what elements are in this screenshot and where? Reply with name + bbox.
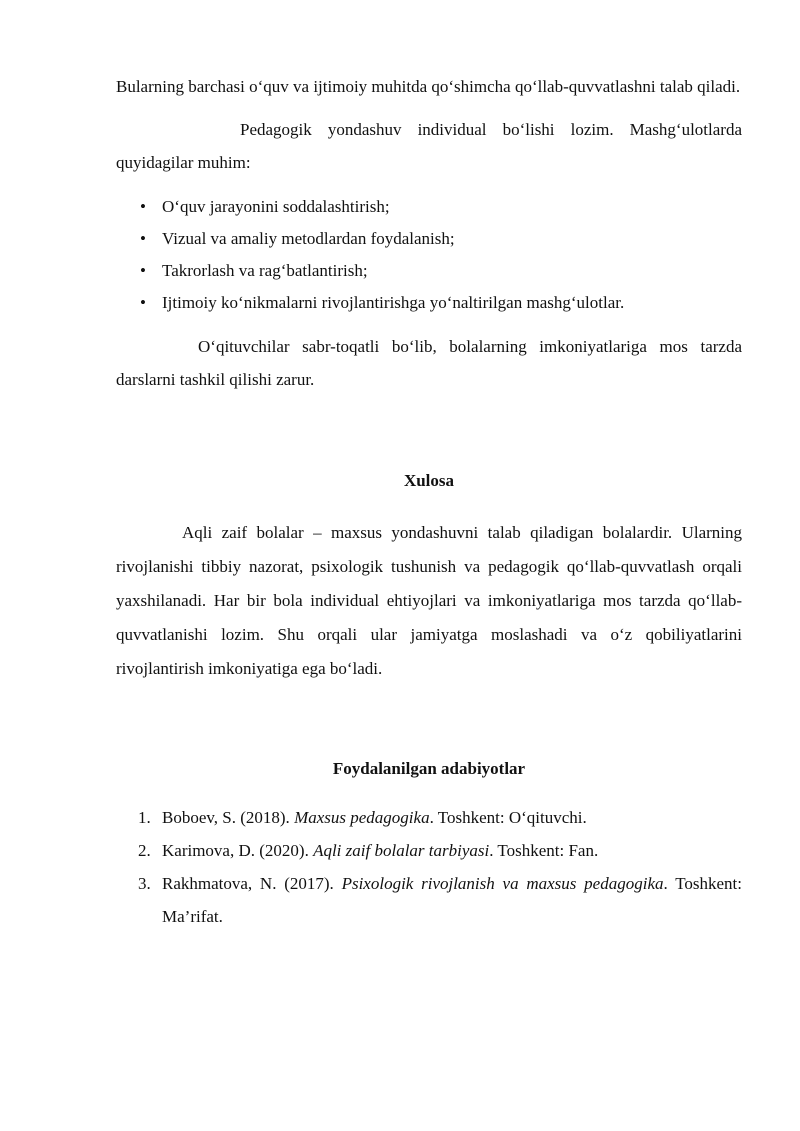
document-page <box>116 70 742 933</box>
bullet-icon: • <box>140 197 146 216</box>
list-item <box>116 287 742 319</box>
bullet-icon: • <box>140 261 146 280</box>
paragraph-support-needs: Bularning barchasi o‘quv va ijtimoiy muhitda qo‘shimcha qo‘llab-quvvatlashni talab qiladi. <box>116 77 741 96</box>
bullet-icon: • <box>140 229 146 248</box>
list-item <box>116 191 742 223</box>
paragraph-pedagogical-approach: Pedagogik yondashuv individual bo‘lishi lozim. Mashg‘ulotlarda quyidagilar muhim: <box>116 120 742 172</box>
list-item-text: Vizual va amaliy metodlardan foydalanish; <box>162 229 455 248</box>
bullet-list <box>116 191 742 319</box>
list-item-text: O‘quv jarayonini soddalashtirish; <box>162 197 390 216</box>
conclusion-heading: Xulosa <box>403 471 455 490</box>
reference-title: Psixologik rivojlanish va maxsus pedagogika <box>341 874 664 893</box>
paragraph-teachers: O‘qituvchilar sabr-toqatli bo‘lib, bolalarning imkoniyatlariga mos tarzda darslarni tashkil qilishi zarur. <box>116 337 742 389</box>
reference-number: 3. <box>138 874 151 893</box>
conclusion-text: Aqli zaif bolalar – maxsus yondashuvni talab qiladigan bolalardir. Ularning rivojlanishi tibbiy nazorat, psixologik tushunish va pedagogik qo‘llab-quvvatlash orqali yaxshilanadi. Har bir bola individual ehtiyojlari va imkoniyatlariga mos tarzda qo‘llab-quvvatlanishi lozim. Shu orqali ular jamiyatga moslashadi va o‘z qobiliyatlarini rivojlantirish imkoniyatiga ega bo‘ladi. <box>116 523 742 678</box>
list-item <box>116 255 742 287</box>
references-heading: Foydalanilgan adabiyotlar <box>332 759 526 778</box>
reference-item <box>116 834 742 867</box>
reference-number: 1. <box>138 808 151 827</box>
references-list <box>116 801 742 933</box>
reference-item <box>116 801 742 834</box>
reference-title: Maxsus pedagogika <box>294 808 430 827</box>
reference-author: Karimova, D. (2020). <box>162 841 314 860</box>
reference-publisher: . Toshkent: O‘qituvchi. <box>429 808 587 827</box>
reference-title: Aqli zaif bolalar tarbiyasi <box>313 841 490 860</box>
list-item-text: Takrorlash va rag‘batlantirish; <box>162 261 368 280</box>
reference-author: Rakhmatova, N. (2017). <box>162 874 342 893</box>
list-item-text: Ijtimoiy ko‘nikmalarni rivojlantirishga yo‘naltirilgan mashg‘ulotlar. <box>162 293 625 312</box>
list-item <box>116 223 742 255</box>
reference-item <box>116 867 742 933</box>
bullet-icon: • <box>140 293 146 312</box>
reference-number: 2. <box>138 841 151 860</box>
reference-publisher: . Toshkent: Fan. <box>489 841 599 860</box>
reference-publisher: . Toshkent: Ma’rifat. <box>162 874 742 926</box>
reference-author: Boboev, S. (2018). <box>162 808 295 827</box>
